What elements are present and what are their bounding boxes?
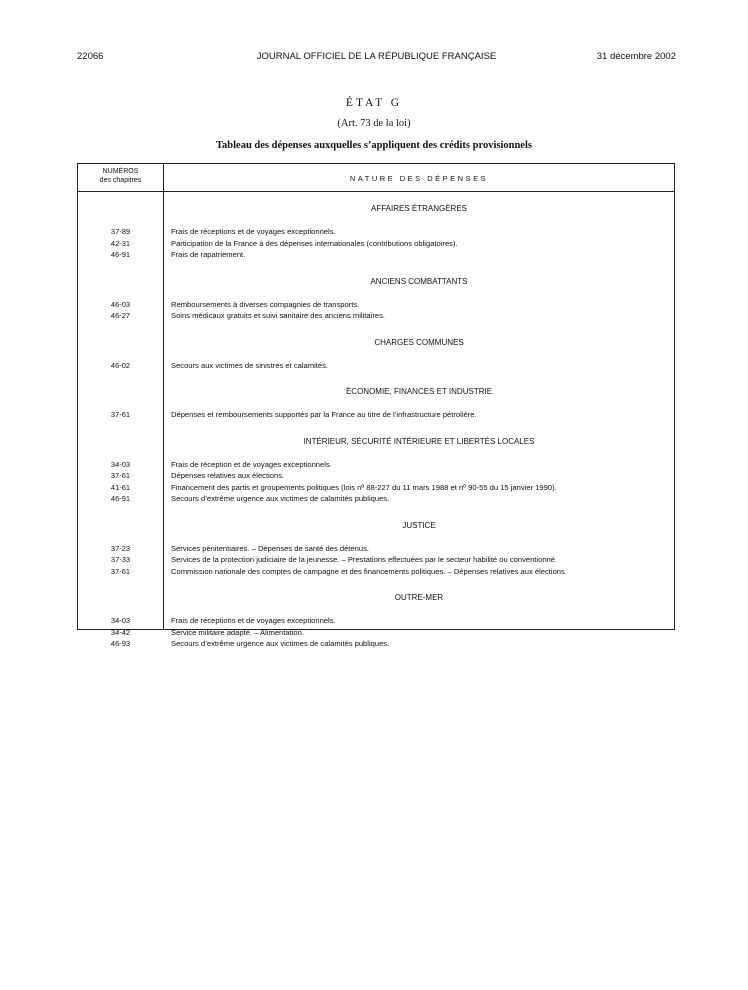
table-row (78, 554, 674, 566)
chapter-number: 37-89 (110, 227, 131, 236)
table-row (78, 566, 674, 578)
expense-nature: Frais de réception et de voyages exceptionnels. (171, 459, 332, 469)
expense-nature: Services pénitentiaires. – Dépenses de santé des détenus. (171, 543, 369, 553)
section-spacer (78, 577, 674, 592)
chapter-number: 37-61 (110, 471, 131, 480)
table-row (78, 459, 674, 471)
expense-nature: Commission nationale des comptes de campagne et des financements politiques. – Dépenses relatives aux élections. (171, 566, 567, 576)
table-row (78, 360, 674, 372)
column-header-numeros-line1: NUMÉROS (102, 168, 139, 175)
table-row (78, 493, 674, 505)
expense-nature: Frais de rapatriement. (171, 250, 246, 259)
table-row (78, 299, 674, 311)
chapter-number: 34-03 (110, 459, 131, 469)
table-section (78, 592, 674, 650)
expense-nature: Participation de la France à des dépenses internationales (contributions obligatoires). (171, 238, 458, 248)
expense-nature: Frais de réceptions et de voyages exceptionnels. (171, 227, 336, 236)
table-section (78, 520, 674, 578)
page-number: 22066 (77, 51, 104, 62)
table-row (78, 226, 674, 238)
section-title: CHARGES COMMUNES (374, 337, 464, 347)
table-section (78, 203, 674, 261)
section-title: AFFAIRES ÉTRANGÈRES (370, 204, 468, 213)
expenses-table (77, 163, 675, 648)
expense-nature: Secours d’extrême urgence aux victimes de calamités publiques. (171, 494, 390, 503)
expense-nature: Financement des partis et groupements politiques (lois nº 88-227 du 11 mars 1988 et nº 90-55 du 15 janvier 1990). (171, 482, 557, 492)
table-row (78, 627, 674, 639)
publication-date: 31 décembre 2002 (596, 51, 676, 62)
table-row (78, 638, 674, 650)
column-header-numeros (78, 168, 163, 185)
chapter-number: 42-31 (110, 238, 131, 248)
chapter-number: 46-02 (110, 360, 131, 370)
section-spacer (78, 261, 674, 276)
chapter-number: 37-33 (110, 555, 131, 564)
section-spacer (78, 371, 674, 386)
expense-nature: Secours aux victimes de sinistres et calamités. (171, 360, 328, 370)
table-row (78, 543, 674, 555)
table-section (78, 386, 674, 421)
column-header-numeros-line2: des chapitres (99, 176, 142, 184)
table-row (78, 470, 674, 482)
section-title: OUTRE-MER (394, 593, 444, 602)
table-section (78, 337, 674, 372)
chapter-number: 46-93 (110, 639, 131, 648)
chapter-number: 37-23 (110, 543, 131, 553)
table-row (78, 249, 674, 261)
table-row (78, 409, 674, 421)
expense-nature: Dépenses relatives aux élections. (171, 471, 285, 480)
expense-nature: Services de la protection judiciaire de la jeunesse. – Prestations effectuées par le secteur habilité ou conventionné. (171, 555, 558, 564)
table-body (78, 203, 674, 650)
header-divider (78, 191, 674, 192)
table-row (78, 615, 674, 627)
section-spacer (78, 421, 674, 436)
expense-nature: Secours d’extrême urgence aux victimes de calamités publiques. (171, 639, 390, 648)
chapter-number: 34-03 (110, 616, 131, 625)
chapter-number: 46-27 (110, 311, 131, 320)
etat-title: ÉTAT G (345, 97, 403, 109)
table-section (78, 276, 674, 322)
expense-nature: Soins médicaux gratuits et suivi sanitaire des anciens militaires. (171, 311, 385, 320)
section-title: INTÉRIEUR, SÉCURITÉ INTÉRIEURE ET LIBERTÉS LOCALES (303, 436, 535, 446)
section-spacer (78, 322, 674, 337)
column-header-nature: NATURE DES DÉPENSES (349, 174, 489, 183)
table-section (78, 436, 674, 505)
expense-nature: Dépenses et remboursements supportés par la France au titre de l’infrastructure pétrolière. (171, 410, 477, 419)
table-row (78, 238, 674, 250)
chapter-number: 46-03 (110, 299, 131, 309)
page-header (77, 51, 676, 65)
table-row (78, 310, 674, 322)
journal-title: JOURNAL OFFICIEL DE LA RÉPUBLIQUE FRANÇAISE (256, 51, 497, 62)
chapter-number: 37-61 (110, 566, 131, 576)
expense-nature: Service militaire adapté. – Alimentation. (171, 627, 304, 637)
expense-nature: Remboursements à diverses compagnies de transports. (171, 299, 360, 309)
table-title: Tableau des dépenses auxquelles s’appliquent des crédits provisionnels (216, 140, 532, 151)
chapter-number: 41-61 (110, 482, 131, 492)
section-title: ÉCONOMIE, FINANCES ET INDUSTRIE (345, 387, 493, 396)
expense-nature: Frais de réceptions et de voyages exceptionnels. (171, 616, 336, 625)
article-reference: (Art. 73 de la loi) (337, 118, 411, 129)
chapter-number: 34-42 (110, 627, 131, 637)
section-title: ANCIENS COMBATTANTS (370, 276, 468, 286)
section-spacer (78, 505, 674, 520)
table-row (78, 482, 674, 494)
chapter-number: 46-91 (110, 250, 131, 259)
chapter-number: 46-91 (110, 494, 131, 503)
section-title: JUSTICE (402, 520, 436, 530)
chapter-number: 37-61 (110, 410, 131, 419)
